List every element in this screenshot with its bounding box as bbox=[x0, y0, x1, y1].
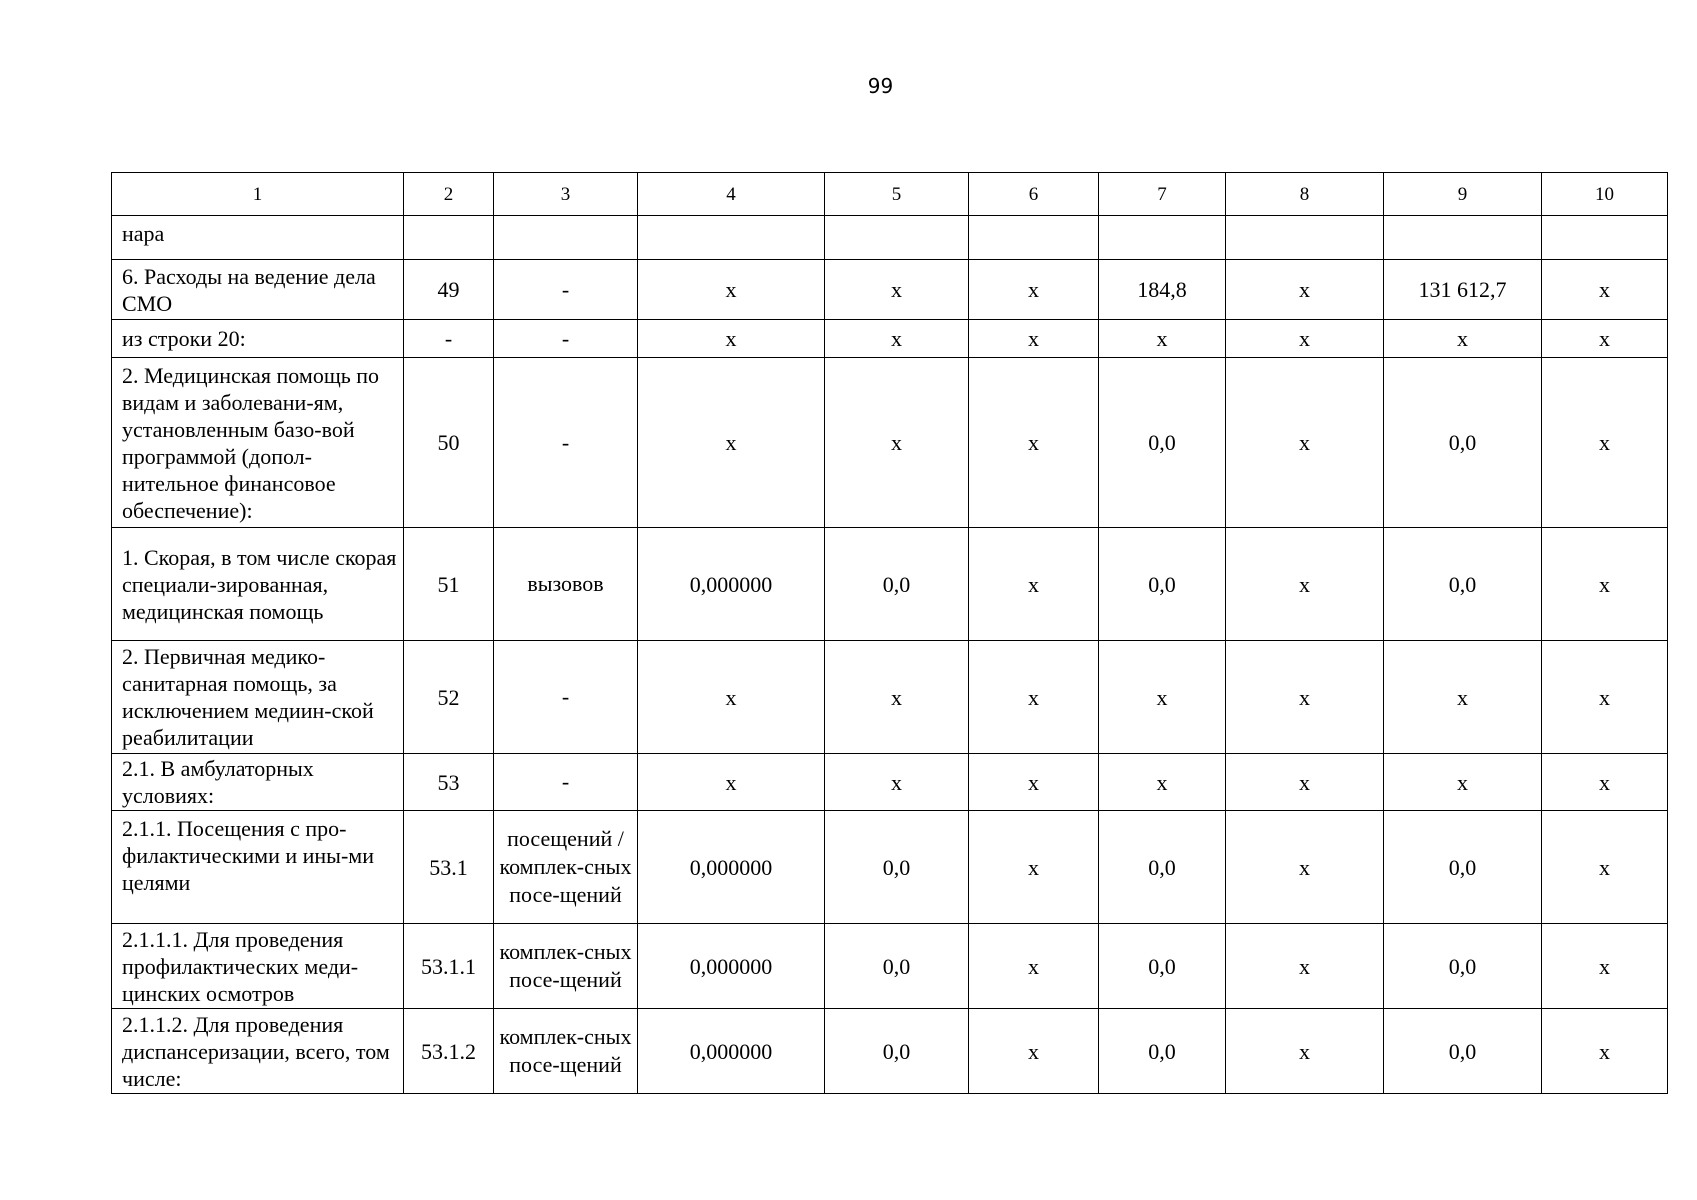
page-number: 99 bbox=[867, 74, 894, 98]
cell-col5: x bbox=[825, 754, 969, 811]
table-row bbox=[112, 358, 1668, 528]
table-row bbox=[112, 924, 1668, 1009]
cell-col9: 0,0 bbox=[1384, 358, 1542, 528]
cell-col8: x bbox=[1226, 320, 1384, 358]
cell-col4: x bbox=[638, 358, 825, 528]
cell-col4: 0,000000 bbox=[638, 1009, 825, 1094]
cell-col7: 184,8 bbox=[1099, 260, 1226, 320]
row-code: 53.1.2 bbox=[404, 1009, 494, 1094]
cell-col8: x bbox=[1226, 924, 1384, 1009]
cell-col4: 0,000000 bbox=[638, 924, 825, 1009]
expenses-table bbox=[111, 172, 1668, 1094]
row-code: - bbox=[404, 320, 494, 358]
cell-col5: x bbox=[825, 260, 969, 320]
column-header: 5 bbox=[825, 173, 969, 216]
cell-col5: 0,0 bbox=[825, 811, 969, 924]
cell-col7: 0,0 bbox=[1099, 811, 1226, 924]
row-code: 52 bbox=[404, 641, 494, 754]
column-header: 8 bbox=[1226, 173, 1384, 216]
cell-col7: 0,0 bbox=[1099, 1009, 1226, 1094]
row-name: 1. Скорая, в том числе скорая специали-зированная, медицинская помощь bbox=[112, 528, 404, 641]
cell-col10: x bbox=[1542, 320, 1668, 358]
cell-col4: 0,000000 bbox=[638, 811, 825, 924]
cell-col10 bbox=[1542, 216, 1668, 260]
row-code: 50 bbox=[404, 358, 494, 528]
cell-col6 bbox=[969, 216, 1099, 260]
table-row bbox=[112, 320, 1668, 358]
cell-col9: 0,0 bbox=[1384, 924, 1542, 1009]
column-header: 3 bbox=[494, 173, 638, 216]
cell-col7 bbox=[1099, 216, 1226, 260]
row-unit: - bbox=[494, 260, 638, 320]
cell-col9: x bbox=[1384, 754, 1542, 811]
row-unit: комплек-сных посе-щений bbox=[494, 1009, 638, 1094]
cell-col6: x bbox=[969, 811, 1099, 924]
cell-col7: x bbox=[1099, 320, 1226, 358]
row-name: 2. Первичная медико-санитарная помощь, за исключением медиин-ской реабилитации bbox=[112, 641, 404, 754]
column-header: 2 bbox=[404, 173, 494, 216]
table-row bbox=[112, 1009, 1668, 1094]
column-header: 1 bbox=[112, 173, 404, 216]
column-header: 10 bbox=[1542, 173, 1668, 216]
cell-col6: x bbox=[969, 320, 1099, 358]
cell-col7: x bbox=[1099, 641, 1226, 754]
cell-col4: x bbox=[638, 754, 825, 811]
cell-col5 bbox=[825, 216, 969, 260]
column-header: 6 bbox=[969, 173, 1099, 216]
row-unit: посещений / комплек-сных посе-щений bbox=[494, 811, 638, 924]
table-row bbox=[112, 811, 1668, 924]
cell-col8: x bbox=[1226, 754, 1384, 811]
cell-col10: x bbox=[1542, 924, 1668, 1009]
cell-col5: 0,0 bbox=[825, 924, 969, 1009]
row-name: из строки 20: bbox=[112, 320, 404, 358]
cell-col5: x bbox=[825, 320, 969, 358]
cell-col9: 0,0 bbox=[1384, 811, 1542, 924]
cell-col10: x bbox=[1542, 358, 1668, 528]
column-header: 7 bbox=[1099, 173, 1226, 216]
cell-col6: x bbox=[969, 358, 1099, 528]
cell-col8: x bbox=[1226, 358, 1384, 528]
row-code: 49 bbox=[404, 260, 494, 320]
cell-col10: x bbox=[1542, 260, 1668, 320]
row-code: 53.1 bbox=[404, 811, 494, 924]
row-code: 53.1.1 bbox=[404, 924, 494, 1009]
cell-col6: x bbox=[969, 528, 1099, 641]
cell-col6: x bbox=[969, 260, 1099, 320]
cell-col8: x bbox=[1226, 260, 1384, 320]
table-row bbox=[112, 260, 1668, 320]
row-name: 2.1.1. Посещения с про-филактическими и ины-ми целями bbox=[112, 811, 404, 924]
row-unit: - bbox=[494, 754, 638, 811]
row-name: 6. Расходы на ведение дела СМО bbox=[112, 260, 404, 320]
row-unit: - bbox=[494, 358, 638, 528]
row-unit: комплек-сных посе-щений bbox=[494, 924, 638, 1009]
cell-col4 bbox=[638, 216, 825, 260]
cell-col6: x bbox=[969, 924, 1099, 1009]
cell-col7: x bbox=[1099, 754, 1226, 811]
table-row bbox=[112, 528, 1668, 641]
column-header: 4 bbox=[638, 173, 825, 216]
row-name: 2. Медицинская помощь по видам и заболевани-ям, установленным базо-вой программой (допол-нительное финансовое обеспечение): bbox=[112, 358, 404, 528]
cell-col10: x bbox=[1542, 528, 1668, 641]
cell-col7: 0,0 bbox=[1099, 924, 1226, 1009]
cell-col9: 131 612,7 bbox=[1384, 260, 1542, 320]
row-name: нара bbox=[112, 216, 404, 260]
row-unit: - bbox=[494, 320, 638, 358]
cell-col10: x bbox=[1542, 811, 1668, 924]
row-name: 2.1.1.1. Для проведения профилактических меди-цинских осмотров bbox=[112, 924, 404, 1009]
cell-col4: x bbox=[638, 320, 825, 358]
row-unit: вызовов bbox=[494, 528, 638, 641]
cell-col7: 0,0 bbox=[1099, 358, 1226, 528]
cell-col4: 0,000000 bbox=[638, 528, 825, 641]
column-number-row bbox=[112, 173, 1668, 216]
row-unit: - bbox=[494, 641, 638, 754]
cell-col9: x bbox=[1384, 320, 1542, 358]
cell-col10: x bbox=[1542, 641, 1668, 754]
column-header: 9 bbox=[1384, 173, 1542, 216]
table-row bbox=[112, 216, 1668, 260]
cell-col8: x bbox=[1226, 811, 1384, 924]
row-unit bbox=[494, 216, 638, 260]
cell-col9 bbox=[1384, 216, 1542, 260]
cell-col10: x bbox=[1542, 1009, 1668, 1094]
cell-col8 bbox=[1226, 216, 1384, 260]
cell-col8: x bbox=[1226, 641, 1384, 754]
row-code: 53 bbox=[404, 754, 494, 811]
cell-col10: x bbox=[1542, 754, 1668, 811]
cell-col8: x bbox=[1226, 1009, 1384, 1094]
row-name: 2.1.1.2. Для проведения диспансеризации, всего, том числе: bbox=[112, 1009, 404, 1094]
cell-col6: x bbox=[969, 641, 1099, 754]
cell-col4: x bbox=[638, 641, 825, 754]
cell-col5: 0,0 bbox=[825, 528, 969, 641]
cell-col7: 0,0 bbox=[1099, 528, 1226, 641]
cell-col5: x bbox=[825, 358, 969, 528]
row-code bbox=[404, 216, 494, 260]
table-row bbox=[112, 641, 1668, 754]
cell-col4: x bbox=[638, 260, 825, 320]
table-row bbox=[112, 754, 1668, 811]
row-code: 51 bbox=[404, 528, 494, 641]
cell-col6: x bbox=[969, 1009, 1099, 1094]
cell-col5: 0,0 bbox=[825, 1009, 969, 1094]
row-name: 2.1. В амбулаторных условиях: bbox=[112, 754, 404, 811]
cell-col9: 0,0 bbox=[1384, 528, 1542, 641]
cell-col5: x bbox=[825, 641, 969, 754]
cell-col9: 0,0 bbox=[1384, 1009, 1542, 1094]
cell-col6: x bbox=[969, 754, 1099, 811]
cell-col9: x bbox=[1384, 641, 1542, 754]
cell-col8: x bbox=[1226, 528, 1384, 641]
